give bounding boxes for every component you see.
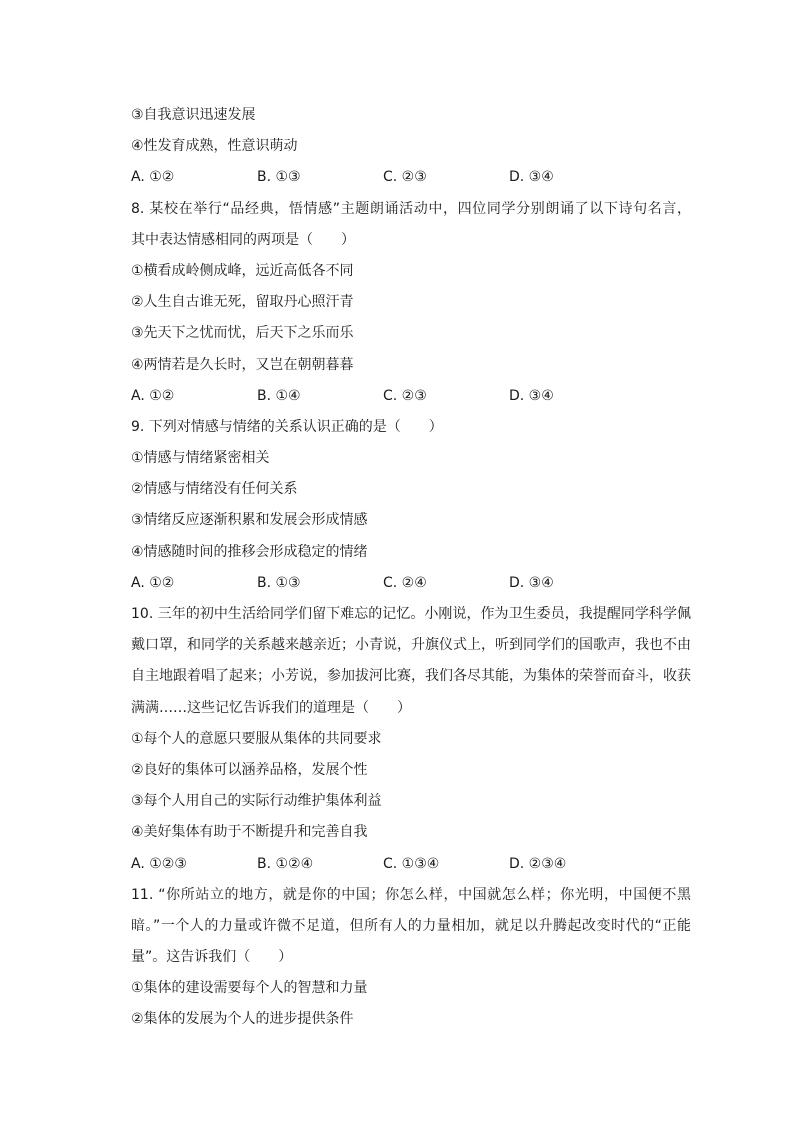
q9-stem-line-1: 9. 下列对情感与情绪的关系认识正确的是（ ） bbox=[131, 418, 443, 435]
q8-item-2: ②人生自古谁无死，留取丹心照汗青 bbox=[131, 294, 354, 311]
question-8 bbox=[131, 194, 691, 412]
q9-item-3: ③情绪反应逐渐积累和发展会形成情感 bbox=[131, 512, 368, 529]
q9-option-d: D. ③④ bbox=[509, 574, 554, 591]
q10-item-2: ②良好的集体可以涵养品格，发展个性 bbox=[131, 761, 368, 778]
q8-stem-line-1: 8. 某校在举行“品经典，悟情感”主题朗诵活动中，四位同学分别朗诵了以下诗句名言， bbox=[131, 200, 691, 217]
q10-stem-line-4: 满满……这些记忆告诉我们的道理是（ ） bbox=[131, 699, 411, 716]
question-11 bbox=[131, 880, 691, 1036]
q7-item-3: ③自我意识迅速发展 bbox=[131, 107, 256, 123]
question-7 bbox=[131, 100, 691, 194]
question-10 bbox=[131, 599, 691, 880]
q9-item-4: ④情感随时间的推移会形成稳定的情绪 bbox=[131, 543, 368, 560]
q11-stem-line-2: 暗。”一个人的力量或许微不足道，但所有人的力量相加，就足以升腾起改变时代的“正能 bbox=[131, 917, 691, 934]
q8-options bbox=[131, 381, 691, 412]
q7-item-4: ④性发育成熟，性意识萌动 bbox=[131, 138, 298, 155]
q10-option-a: A. ①②③ bbox=[131, 855, 187, 872]
q10-option-b: B. ①②④ bbox=[257, 855, 314, 872]
q7-option-c: C. ②③ bbox=[383, 169, 427, 186]
q7-option-b: B. ①③ bbox=[257, 169, 301, 186]
question-9 bbox=[131, 412, 691, 599]
q8-option-c: C. ②③ bbox=[383, 387, 427, 404]
q9-option-b: B. ①③ bbox=[257, 574, 301, 591]
q10-option-c: C. ①③④ bbox=[383, 855, 440, 872]
q8-item-1: ①横看成岭侧成峰，远近高低各不同 bbox=[131, 262, 354, 279]
q7-option-a: A. ①② bbox=[131, 169, 175, 186]
q11-item-1: ①集体的建设需要每个人的智慧和力量 bbox=[131, 980, 368, 997]
q10-stem-line-2: 戴口罩，和同学的关系越来越亲近；小青说，升旗仪式上，听到同学们的国歌声，我也不由 bbox=[131, 637, 691, 654]
q7-options bbox=[131, 162, 691, 193]
q9-item-2: ②情感与情绪没有任何关系 bbox=[131, 481, 298, 498]
q10-stem-line-3: 自主地跟着唱了起来；小芳说，参加拔河比赛，我们各尽其能，为集体的荣誉而奋斗，收获 bbox=[131, 668, 691, 685]
q9-option-c: C. ②④ bbox=[383, 574, 427, 591]
q8-item-3: ③先天下之忧而忧，后天下之乐而乐 bbox=[131, 325, 354, 342]
q10-item-4: ④美好集体有助于不断提升和完善自我 bbox=[131, 824, 368, 841]
q10-options bbox=[131, 849, 691, 880]
q9-options bbox=[131, 568, 691, 599]
q11-stem-line-1: 11. “你所站立的地方，就是你的中国；你怎么样，中国就怎么样；你光明，中国便不黑 bbox=[131, 886, 691, 903]
q10-item-1: ①每个人的意愿只要服从集体的共同要求 bbox=[131, 730, 382, 747]
q8-option-d: D. ③④ bbox=[509, 387, 554, 404]
q9-option-a: A. ①② bbox=[131, 574, 175, 591]
q11-item-2: ②集体的发展为个人的进步提供条件 bbox=[131, 1011, 354, 1028]
q10-option-d: D. ②③④ bbox=[509, 855, 567, 872]
q7-option-d: D. ③④ bbox=[509, 169, 554, 186]
q10-stem-line-1: 10. 三年的初中生活给同学们留下难忘的记忆。小刚说，作为卫生委员，我提醒同学科学佩 bbox=[131, 606, 691, 622]
q8-item-4: ④两情若是久长时，又岂在朝朝暮暮 bbox=[131, 356, 354, 373]
q8-option-a: A. ①② bbox=[131, 387, 175, 404]
q8-option-b: B. ①④ bbox=[257, 387, 301, 404]
q11-stem-line-3: 量”。这告诉我们（ ） bbox=[131, 949, 293, 966]
q9-item-1: ①情感与情绪紧密相关 bbox=[131, 450, 270, 467]
q10-item-3: ③每个人用自己的实际行动维护集体利益 bbox=[131, 793, 382, 810]
page-content bbox=[131, 100, 691, 1036]
q8-stem-line-2: 其中表达情感相同的两项是（ ） bbox=[131, 231, 355, 248]
